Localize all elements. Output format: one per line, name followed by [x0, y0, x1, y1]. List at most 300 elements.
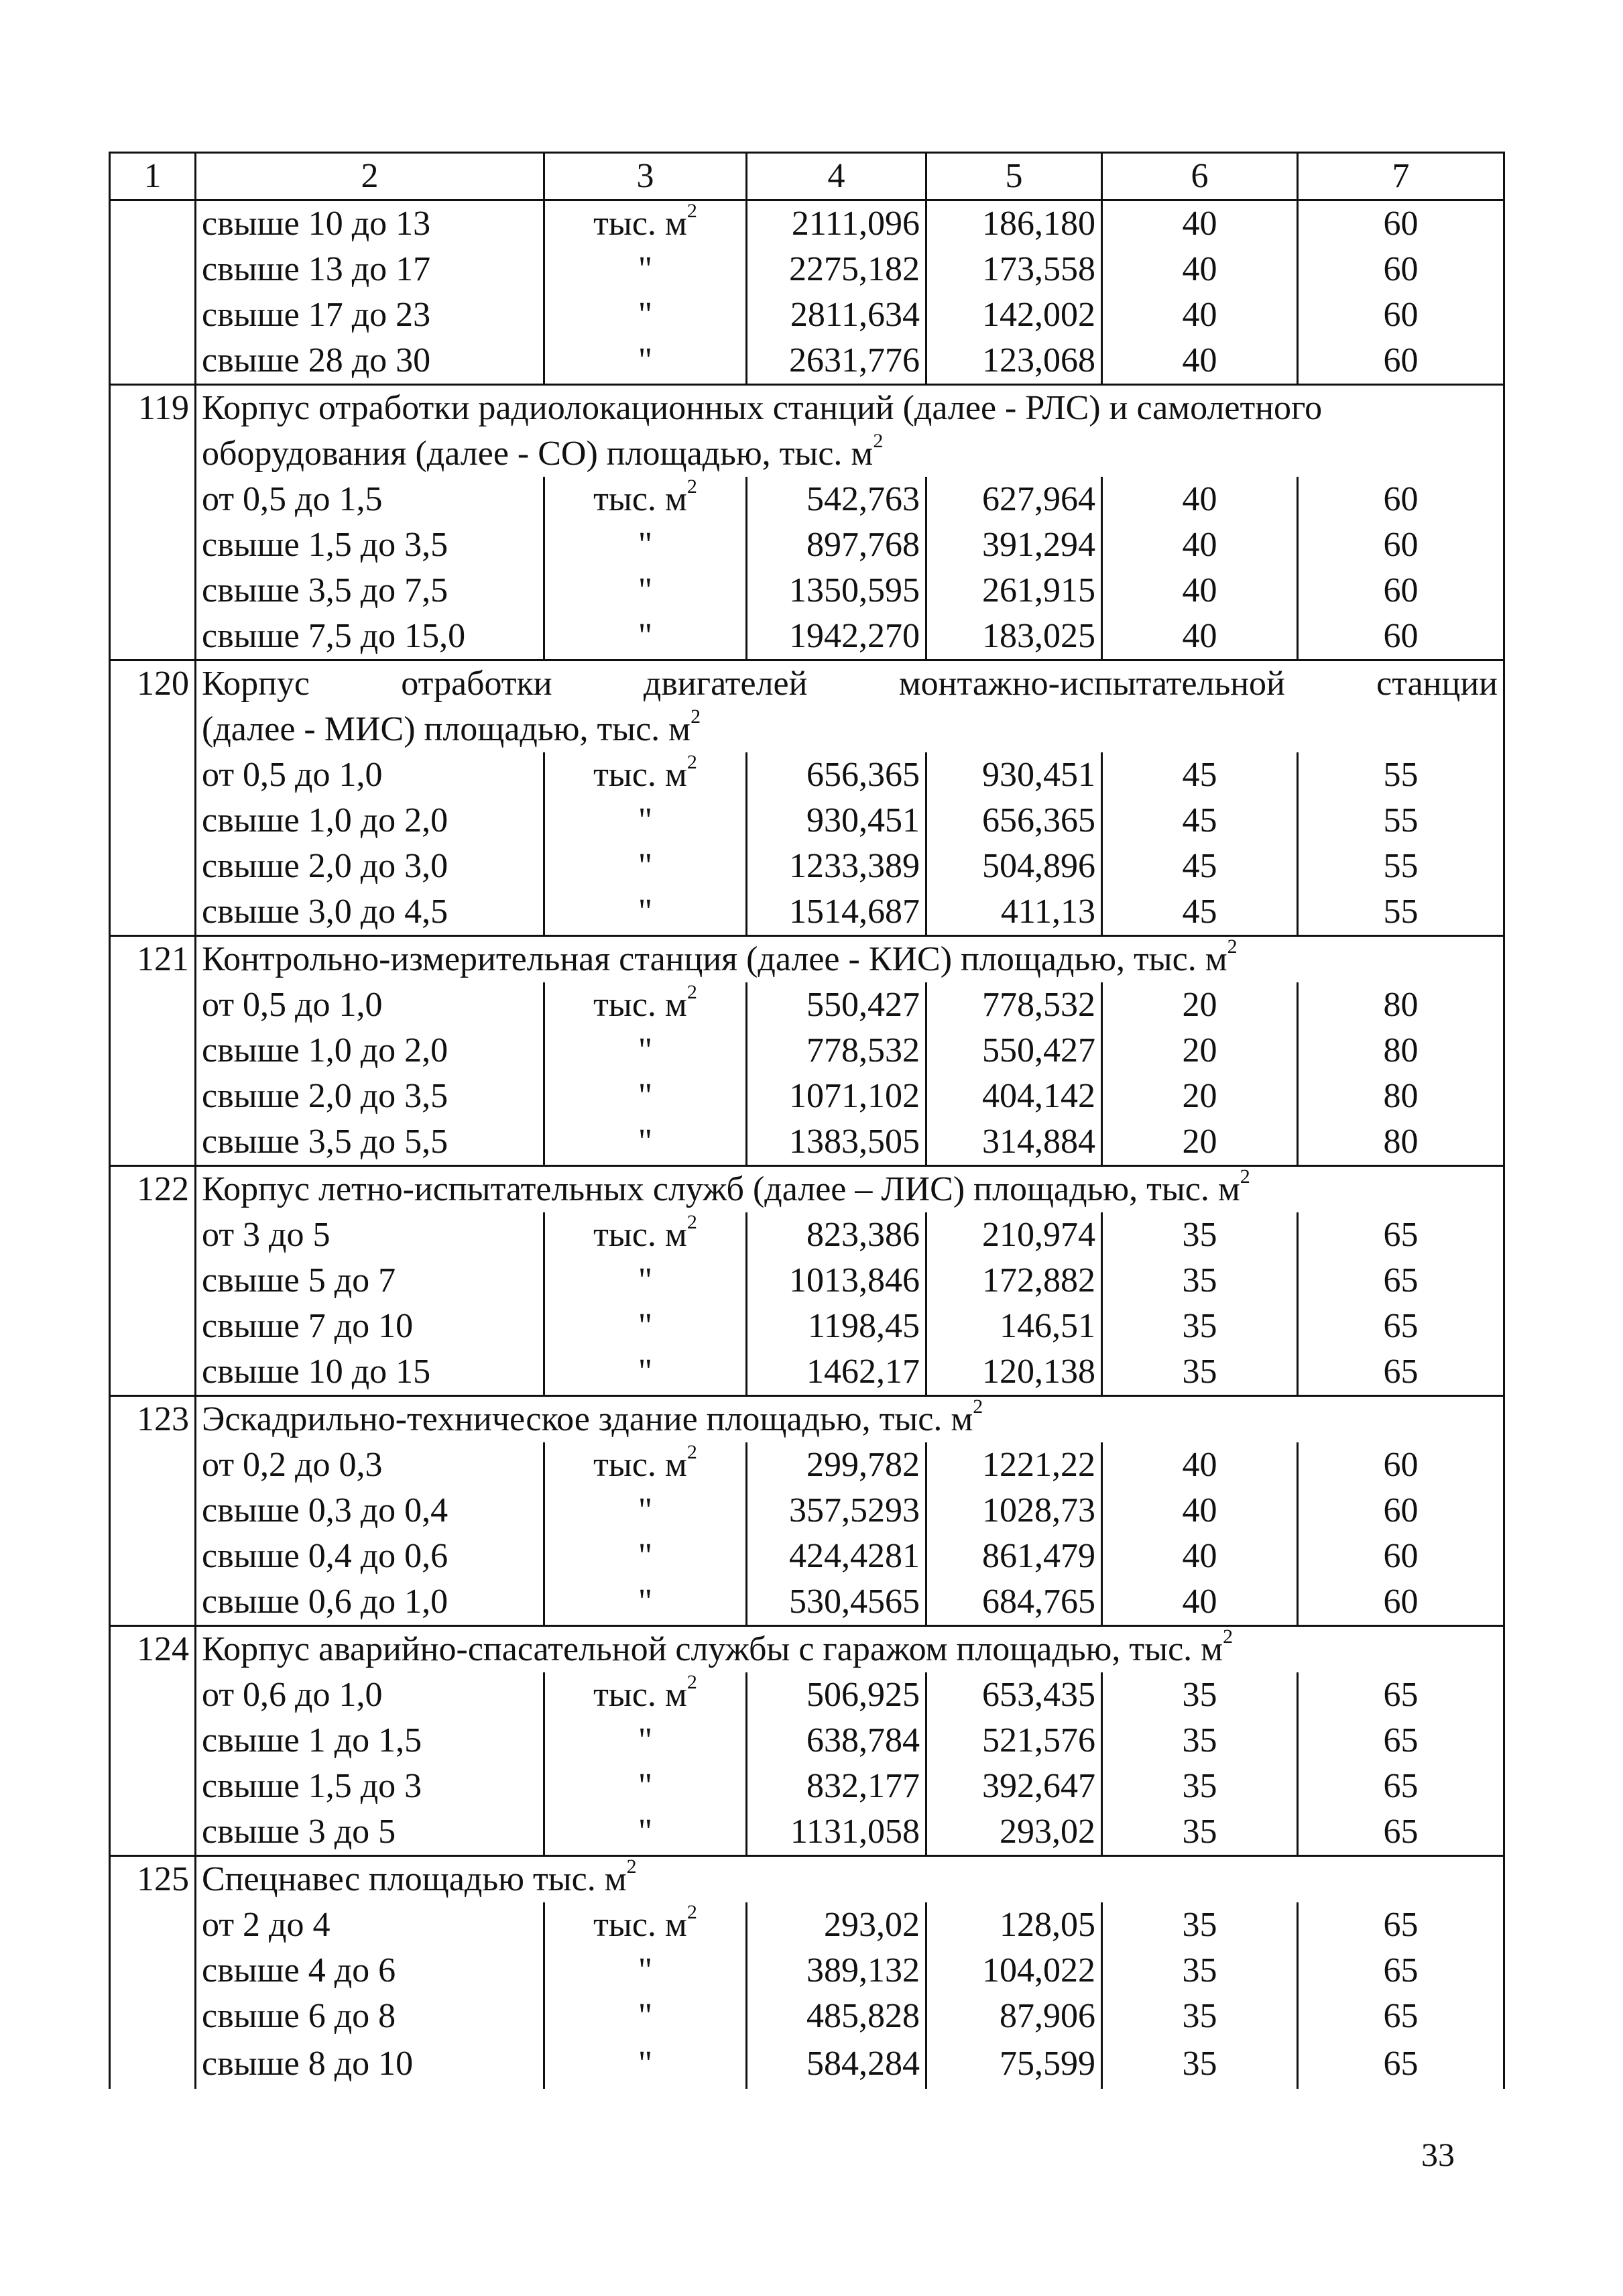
value-col-4: 550,427	[747, 982, 926, 1028]
header-col-3: 3	[544, 153, 747, 200]
table-row	[110, 1442, 1504, 1488]
unit-label: тыс. м	[593, 205, 687, 243]
value-col-6: 20	[1102, 1119, 1298, 1166]
value-col-4: 485,828	[747, 1994, 926, 2039]
range-label: свыше 1 до 1,5	[196, 1718, 544, 1764]
row-number-cell	[110, 1534, 196, 1579]
header-col-1: 1	[110, 153, 196, 200]
row-number-cell	[110, 1672, 196, 1718]
row-number-cell	[110, 522, 196, 568]
row-number-cell	[110, 1028, 196, 1074]
range-label: свыше 1,0 до 2,0	[196, 798, 544, 844]
unit-cell	[544, 1672, 747, 1718]
range-label: свыше 17 до 23	[196, 292, 544, 338]
unit-cell	[544, 1718, 747, 1764]
value-col-4: 2811,634	[747, 292, 926, 338]
range-label: свыше 1,0 до 2,0	[196, 1028, 544, 1074]
unit-cell	[544, 338, 747, 385]
row-number-cell	[110, 1902, 196, 1948]
section-number: 121	[110, 936, 196, 983]
ditto-mark: "	[638, 571, 653, 610]
section-title-superscript: 2	[1227, 935, 1238, 958]
value-col-6: 40	[1102, 338, 1298, 385]
row-number-cell	[110, 752, 196, 798]
value-col-6: 40	[1102, 1534, 1298, 1579]
unit-superscript: 2	[686, 751, 697, 773]
range-label: от 0,2 до 0,3	[196, 1442, 544, 1488]
range-label: от 3 до 5	[196, 1212, 544, 1258]
value-col-5: 210,974	[926, 1212, 1102, 1258]
value-col-4: 1350,595	[747, 568, 926, 614]
value-col-4: 1942,270	[747, 614, 926, 661]
value-col-4: 2275,182	[747, 247, 926, 292]
table-row	[110, 292, 1504, 338]
value-col-5: 504,896	[926, 844, 1102, 889]
section-heading-row	[110, 1626, 1504, 1673]
value-col-5: 87,906	[926, 1994, 1102, 2039]
unit-cell	[544, 1579, 747, 1626]
table-row	[110, 1304, 1504, 1349]
value-col-6: 40	[1102, 1442, 1298, 1488]
row-number-cell	[110, 200, 196, 247]
unit-cell	[544, 614, 747, 661]
value-col-6: 35	[1102, 1764, 1298, 1809]
tariff-table	[109, 152, 1505, 2089]
section-number	[110, 431, 196, 477]
value-col-4: 506,925	[747, 1672, 926, 1718]
unit-cell	[544, 798, 747, 844]
section-heading-row	[110, 661, 1504, 707]
range-label: свыше 7 до 10	[196, 1304, 544, 1349]
table-row	[110, 1258, 1504, 1304]
ditto-mark: "	[638, 1583, 653, 1621]
value-col-6: 45	[1102, 798, 1298, 844]
value-col-6: 40	[1102, 1488, 1298, 1534]
ditto-mark: "	[638, 1767, 653, 1805]
value-col-6: 40	[1102, 292, 1298, 338]
unit-cell	[544, 1028, 747, 1074]
value-col-5: 521,576	[926, 1718, 1102, 1764]
range-label: свыше 0,4 до 0,6	[196, 1534, 544, 1579]
range-label: от 0,5 до 1,0	[196, 752, 544, 798]
unit-cell	[544, 1349, 747, 1396]
header-row	[110, 153, 1504, 200]
section-title	[196, 707, 1504, 752]
table-row	[110, 477, 1504, 522]
header-col-4: 4	[747, 153, 926, 200]
value-col-4: 832,177	[747, 1764, 926, 1809]
value-col-5: 142,002	[926, 292, 1102, 338]
ditto-mark: "	[638, 1077, 653, 1115]
value-col-5: 404,142	[926, 1074, 1102, 1119]
ditto-mark: "	[638, 526, 653, 564]
table-row	[110, 752, 1504, 798]
ditto-mark: "	[638, 250, 653, 288]
value-col-4: 823,386	[747, 1212, 926, 1258]
row-number-cell	[110, 1212, 196, 1258]
table-row	[110, 1994, 1504, 2039]
ditto-mark: "	[638, 893, 653, 931]
unit-cell	[544, 1534, 747, 1579]
value-col-7: 60	[1298, 568, 1504, 614]
header-col-6: 6	[1102, 153, 1298, 200]
value-col-6: 40	[1102, 522, 1298, 568]
range-label: свыше 1,5 до 3	[196, 1764, 544, 1809]
value-col-6: 20	[1102, 1074, 1298, 1119]
table-row	[110, 1488, 1504, 1534]
unit-cell	[544, 292, 747, 338]
value-col-7: 65	[1298, 1718, 1504, 1764]
value-col-6: 35	[1102, 1212, 1298, 1258]
value-col-7: 65	[1298, 1948, 1504, 1994]
value-col-5: 173,558	[926, 247, 1102, 292]
section-number: 122	[110, 1166, 196, 1213]
ditto-mark: "	[638, 1537, 653, 1575]
unit-label: тыс. м	[593, 986, 687, 1024]
range-label: свыше 8 до 10	[196, 2039, 544, 2089]
value-col-7: 80	[1298, 1119, 1504, 1166]
row-number-cell	[110, 844, 196, 889]
unit-cell	[544, 1304, 747, 1349]
range-label: свыше 4 до 6	[196, 1948, 544, 1994]
ditto-mark: "	[638, 1997, 653, 2035]
row-number-cell	[110, 247, 196, 292]
value-col-6: 45	[1102, 889, 1298, 936]
table-row	[110, 1349, 1504, 1396]
unit-cell	[544, 477, 747, 522]
section-heading-continuation	[110, 707, 1504, 752]
row-number-cell	[110, 1809, 196, 1856]
value-col-7: 60	[1298, 614, 1504, 661]
range-label: свыше 3,0 до 4,5	[196, 889, 544, 936]
unit-cell	[544, 1948, 747, 1994]
value-col-7: 80	[1298, 1028, 1504, 1074]
value-col-7: 60	[1298, 522, 1504, 568]
section-heading-row	[110, 1396, 1504, 1443]
section-title	[196, 1856, 1504, 1903]
table-row	[110, 1534, 1504, 1579]
value-col-6: 45	[1102, 752, 1298, 798]
value-col-5: 411,13	[926, 889, 1102, 936]
value-col-7: 60	[1298, 247, 1504, 292]
value-col-7: 65	[1298, 1349, 1504, 1396]
value-col-6: 40	[1102, 247, 1298, 292]
header-col-2: 2	[196, 153, 544, 200]
section-title	[196, 1396, 1504, 1443]
section-title-text: Корпус отработки двигателей монтажно-испытательной станции	[202, 665, 1498, 703]
value-col-6: 35	[1102, 1258, 1298, 1304]
section-number: 125	[110, 1856, 196, 1903]
table-row	[110, 798, 1504, 844]
section-title	[196, 661, 1504, 707]
value-col-5: 293,02	[926, 1809, 1102, 1856]
value-col-7: 55	[1298, 752, 1504, 798]
table-row	[110, 1672, 1504, 1718]
value-col-6: 20	[1102, 1028, 1298, 1074]
value-col-5: 261,915	[926, 568, 1102, 614]
value-col-4: 1383,505	[747, 1119, 926, 1166]
value-col-4: 530,4565	[747, 1579, 926, 1626]
table-row	[110, 982, 1504, 1028]
value-col-5: 392,647	[926, 1764, 1102, 1809]
value-col-5: 861,479	[926, 1534, 1102, 1579]
range-label: свыше 1,5 до 3,5	[196, 522, 544, 568]
value-col-6: 35	[1102, 1948, 1298, 1994]
ditto-mark: "	[638, 1721, 653, 1760]
section-heading-row	[110, 1856, 1504, 1903]
table-row	[110, 247, 1504, 292]
value-col-5: 1028,73	[926, 1488, 1102, 1534]
value-col-6: 45	[1102, 844, 1298, 889]
table-row	[110, 1579, 1504, 1626]
value-col-4: 1071,102	[747, 1074, 926, 1119]
value-col-6: 20	[1102, 982, 1298, 1028]
ditto-mark: "	[638, 1307, 653, 1345]
range-label: свыше 6 до 8	[196, 1994, 544, 2039]
range-label: свыше 3,5 до 7,5	[196, 568, 544, 614]
value-col-6: 40	[1102, 1579, 1298, 1626]
value-col-4: 1131,058	[747, 1809, 926, 1856]
ditto-mark: "	[638, 1123, 653, 1161]
value-col-4: 293,02	[747, 1902, 926, 1948]
unit-label: тыс. м	[593, 1676, 687, 1714]
table-body	[110, 200, 1504, 2089]
value-col-5: 391,294	[926, 522, 1102, 568]
unit-cell	[544, 1074, 747, 1119]
range-label: свыше 3 до 5	[196, 1809, 544, 1856]
section-number: 120	[110, 661, 196, 707]
range-label: свыше 2,0 до 3,0	[196, 844, 544, 889]
value-col-7: 60	[1298, 200, 1504, 247]
value-col-6: 35	[1102, 1902, 1298, 1948]
table-row	[110, 1902, 1504, 1948]
row-number-cell	[110, 982, 196, 1028]
value-col-4: 2111,096	[747, 200, 926, 247]
section-number	[110, 707, 196, 752]
value-col-7: 65	[1298, 1764, 1504, 1809]
header-col-7: 7	[1298, 153, 1504, 200]
range-label: свыше 2,0 до 3,5	[196, 1074, 544, 1119]
value-col-6: 40	[1102, 477, 1298, 522]
value-col-4: 930,451	[747, 798, 926, 844]
value-col-4: 542,763	[747, 477, 926, 522]
table-row	[110, 1948, 1504, 1994]
value-col-7: 65	[1298, 1809, 1504, 1856]
table-row	[110, 1119, 1504, 1166]
row-number-cell	[110, 798, 196, 844]
range-label: от 0,6 до 1,0	[196, 1672, 544, 1718]
table-row	[110, 200, 1504, 247]
row-number-cell	[110, 1488, 196, 1534]
row-number-cell	[110, 1579, 196, 1626]
value-col-4: 656,365	[747, 752, 926, 798]
value-col-4: 584,284	[747, 2039, 926, 2089]
range-label: свыше 3,5 до 5,5	[196, 1119, 544, 1166]
unit-cell	[544, 522, 747, 568]
unit-cell	[544, 1809, 747, 1856]
row-number-cell	[110, 477, 196, 522]
ditto-mark: "	[638, 341, 653, 380]
section-title-text: Контрольно-измерительная станция (далее - КИС) площадью, тыс. м	[202, 940, 1227, 978]
range-label: от 2 до 4	[196, 1902, 544, 1948]
value-col-4: 897,768	[747, 522, 926, 568]
row-number-cell	[110, 1349, 196, 1396]
section-title-superscript: 2	[873, 430, 884, 452]
value-col-4: 1013,846	[747, 1258, 926, 1304]
unit-cell	[544, 1442, 747, 1488]
unit-cell	[544, 1994, 747, 2039]
unit-cell	[544, 1902, 747, 1948]
value-col-5: 75,599	[926, 2039, 1102, 2089]
value-col-7: 55	[1298, 844, 1504, 889]
section-title	[196, 1166, 1504, 1213]
value-col-6: 40	[1102, 614, 1298, 661]
range-label: свыше 0,6 до 1,0	[196, 1579, 544, 1626]
section-title	[196, 385, 1504, 432]
value-col-7: 55	[1298, 889, 1504, 936]
value-col-7: 65	[1298, 1994, 1504, 2039]
value-col-5: 550,427	[926, 1028, 1102, 1074]
table-row	[110, 2039, 1504, 2089]
section-heading-row	[110, 1166, 1504, 1213]
value-col-5: 128,05	[926, 1902, 1102, 1948]
unit-label: тыс. м	[593, 1216, 687, 1254]
section-number: 119	[110, 385, 196, 432]
value-col-7: 65	[1298, 1212, 1504, 1258]
value-col-6: 35	[1102, 2039, 1298, 2089]
range-label: свыше 13 до 17	[196, 247, 544, 292]
unit-cell	[544, 1119, 747, 1166]
unit-cell	[544, 247, 747, 292]
value-col-5: 930,451	[926, 752, 1102, 798]
unit-cell	[544, 1764, 747, 1809]
value-col-5: 684,765	[926, 1579, 1102, 1626]
unit-cell	[544, 889, 747, 936]
table-row	[110, 1764, 1504, 1809]
range-label: свыше 7,5 до 15,0	[196, 614, 544, 661]
section-number: 124	[110, 1626, 196, 1673]
value-col-6: 35	[1102, 1672, 1298, 1718]
value-col-5: 314,884	[926, 1119, 1102, 1166]
section-title-superscript: 2	[626, 1855, 637, 1878]
value-col-5: 183,025	[926, 614, 1102, 661]
unit-label: тыс. м	[593, 1906, 687, 1944]
ditto-mark: "	[638, 1951, 653, 1990]
value-col-5: 1221,22	[926, 1442, 1102, 1488]
value-col-4: 1233,389	[747, 844, 926, 889]
table-header	[110, 153, 1504, 200]
header-col-5: 5	[926, 153, 1102, 200]
range-label: от 0,5 до 1,0	[196, 982, 544, 1028]
table-row	[110, 889, 1504, 936]
section-number: 123	[110, 1396, 196, 1443]
value-col-4: 778,532	[747, 1028, 926, 1074]
ditto-mark: "	[638, 1353, 653, 1391]
value-col-7: 80	[1298, 1074, 1504, 1119]
value-col-4: 299,782	[747, 1442, 926, 1488]
section-title-text: Корпус аварийно-спасательной службы с гаражом площадью, тыс. м	[202, 1630, 1223, 1668]
table-row	[110, 1809, 1504, 1856]
row-number-cell	[110, 1074, 196, 1119]
value-col-7: 60	[1298, 1579, 1504, 1626]
unit-cell	[544, 2039, 747, 2089]
section-title-text: Корпус отработки радиолокационных станций (далее - РЛС) и самолетного	[202, 389, 1323, 427]
section-title-text: (далее - МИС) площадью, тыс. м	[202, 710, 691, 748]
value-col-7: 55	[1298, 798, 1504, 844]
table-row	[110, 1028, 1504, 1074]
row-number-cell	[110, 1718, 196, 1764]
row-number-cell	[110, 1258, 196, 1304]
value-col-6: 35	[1102, 1809, 1298, 1856]
unit-label: тыс. м	[593, 1446, 687, 1484]
range-label: свыше 5 до 7	[196, 1258, 544, 1304]
ditto-mark: "	[638, 847, 653, 885]
table-row	[110, 1074, 1504, 1119]
table-row	[110, 1718, 1504, 1764]
value-col-7: 60	[1298, 1488, 1504, 1534]
value-col-5: 172,882	[926, 1258, 1102, 1304]
unit-cell	[544, 844, 747, 889]
section-title	[196, 936, 1504, 983]
section-title-superscript: 2	[973, 1395, 983, 1418]
ditto-mark: "	[638, 2045, 653, 2083]
value-col-7: 60	[1298, 477, 1504, 522]
value-col-6: 35	[1102, 1994, 1298, 2039]
section-title-superscript: 2	[690, 705, 701, 728]
table-row	[110, 614, 1504, 661]
ditto-mark: "	[638, 296, 653, 334]
value-col-7: 65	[1298, 1258, 1504, 1304]
value-col-5: 653,435	[926, 1672, 1102, 1718]
value-col-4: 1198,45	[747, 1304, 926, 1349]
table-row	[110, 338, 1504, 385]
value-col-4: 389,132	[747, 1948, 926, 1994]
table-row	[110, 1212, 1504, 1258]
ditto-mark: "	[638, 801, 653, 840]
section-title-text: Корпус летно-испытательных служб (далее – ЛИС) площадью, тыс. м	[202, 1170, 1240, 1208]
table-row	[110, 844, 1504, 889]
value-col-4: 638,784	[747, 1718, 926, 1764]
row-number-cell	[110, 1948, 196, 1994]
value-col-6: 40	[1102, 568, 1298, 614]
value-col-7: 60	[1298, 292, 1504, 338]
unit-cell	[544, 200, 747, 247]
row-number-cell	[110, 1442, 196, 1488]
section-heading-row	[110, 385, 1504, 432]
row-number-cell	[110, 568, 196, 614]
section-heading-continuation	[110, 431, 1504, 477]
value-col-6: 35	[1102, 1349, 1298, 1396]
section-title-text: Спецнавес площадью тыс. м	[202, 1860, 627, 1898]
value-col-7: 65	[1298, 1304, 1504, 1349]
row-number-cell	[110, 292, 196, 338]
value-col-4: 2631,776	[747, 338, 926, 385]
row-number-cell	[110, 2039, 196, 2089]
unit-cell	[544, 752, 747, 798]
section-title-text: оборудования (далее - СО) площадью, тыс. м	[202, 435, 874, 473]
ditto-mark: "	[638, 1491, 653, 1530]
table-row	[110, 568, 1504, 614]
value-col-5: 186,180	[926, 200, 1102, 247]
value-col-5: 778,532	[926, 982, 1102, 1028]
unit-superscript: 2	[686, 981, 697, 1003]
row-number-cell	[110, 1304, 196, 1349]
section-title	[196, 1626, 1504, 1673]
value-col-5: 146,51	[926, 1304, 1102, 1349]
range-label: от 0,5 до 1,5	[196, 477, 544, 522]
value-col-7: 80	[1298, 982, 1504, 1028]
unit-superscript: 2	[686, 200, 697, 222]
